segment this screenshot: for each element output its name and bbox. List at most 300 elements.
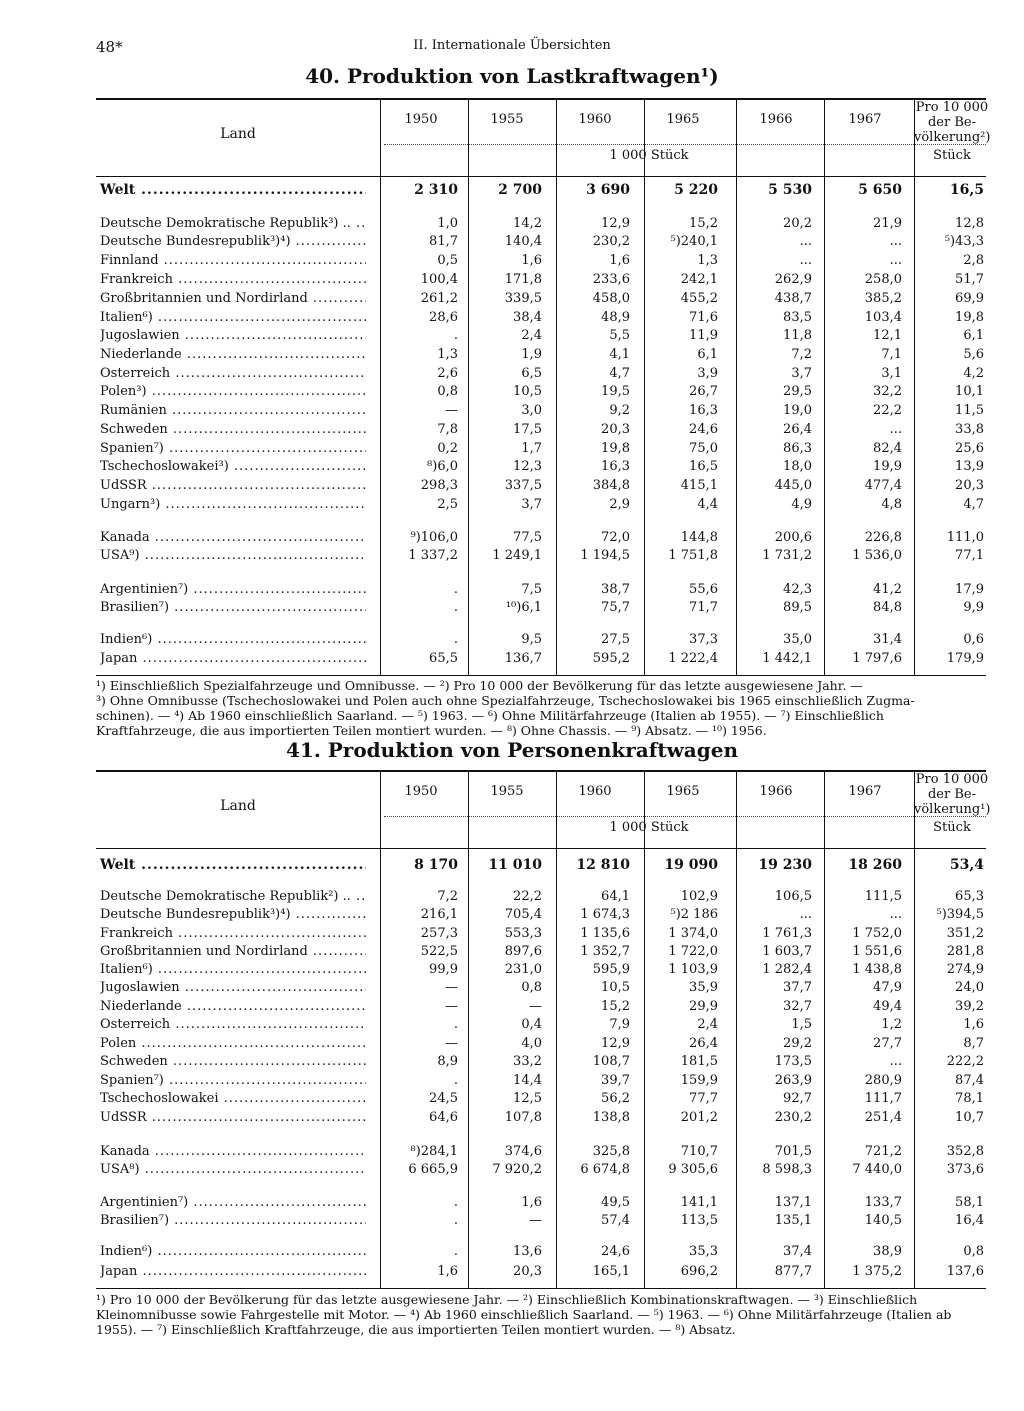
table-cell: 58,1 [955, 1195, 984, 1210]
table-cell: 69,9 [955, 291, 984, 306]
table-cell: 181,5 [680, 1054, 718, 1069]
row-label: UdSSR ..... [100, 478, 366, 493]
table-cell: 352,8 [946, 1144, 984, 1159]
table-cell: 0,6 [963, 632, 984, 647]
table-cell: 137,1 [774, 1195, 812, 1210]
column-header-year: 1965 [666, 112, 700, 127]
table-cell: 37,4 [783, 1244, 812, 1259]
table-cell: 1 135,6 [580, 926, 630, 941]
row-label: Österreich ..... [100, 1017, 366, 1032]
table-cell: 1 194,5 [580, 548, 630, 563]
table-row [96, 253, 986, 272]
table-cell: 12,1 [873, 328, 902, 343]
table-cell: 35,9 [689, 980, 718, 995]
table-cell: 0,8 [437, 384, 458, 399]
table-row [96, 651, 986, 670]
table-cell: 595,9 [592, 962, 630, 977]
column-header-per-capita: der Be- [927, 115, 976, 130]
table-cell: 28,6 [429, 310, 458, 325]
table-cell: 7,1 [881, 347, 902, 362]
table-cell: 4,9 [791, 497, 812, 512]
table-cell: 29,5 [783, 384, 812, 399]
table-cell: 135,1 [774, 1213, 812, 1228]
table-cell: 458,0 [592, 291, 630, 306]
table-cell: 1 751,8 [668, 548, 718, 563]
table-row [96, 1017, 986, 1036]
table-cell: 701,5 [774, 1144, 812, 1159]
table-cell: 9,9 [963, 600, 984, 615]
table-cell: 41,2 [873, 582, 902, 597]
row-label: Niederlande ..... [100, 347, 366, 362]
table-cell: 108,7 [592, 1054, 630, 1069]
table-cell: 27,5 [601, 632, 630, 647]
table-cell: 6,1 [963, 328, 984, 343]
table-cell: 10,5 [601, 980, 630, 995]
table-cell: 10,7 [955, 1110, 984, 1125]
row-label: USA⁹) ..... [100, 548, 366, 563]
row-label: Deutsche Demokratische Republik³) .. ..... [100, 216, 366, 231]
table-cell: ⁸)284,1 [410, 1144, 458, 1159]
table-cell: 1,2 [881, 1017, 902, 1032]
footnote-line: Kleinomnibusse sowie Fahrgestelle mit Motor. — ⁴) Ab 1960 einschließlich Saarland. — ⁵) 1963. — ⁶) Ohne Militärfahrzeuge (Italien ab [96, 1307, 952, 1322]
row-label: Argentinien⁷) ..... [100, 582, 366, 597]
column-header-year: 1960 [578, 112, 612, 127]
row-label: Italien⁶) ..... [100, 310, 366, 325]
table-cell: 231,0 [504, 962, 542, 977]
column-header-year: 1966 [759, 784, 793, 799]
table-cell: 7 440,0 [852, 1162, 902, 1177]
table-cell: 1,6 [521, 1195, 542, 1210]
row-label: Kanada ..... [100, 530, 366, 545]
table-cell: 233,6 [592, 272, 630, 287]
row-label: Deutsche Demokratische Republik²) .. ..... [100, 889, 366, 904]
table-cell: 1,0 [437, 216, 458, 231]
column-header-per-capita: völkerung¹) [914, 802, 991, 817]
table-row [96, 1073, 986, 1092]
table-row [96, 1110, 986, 1129]
table-cell: 81,7 [429, 234, 458, 249]
row-label: Ungarn³) ..... [100, 497, 366, 512]
column-header-year: 1955 [490, 112, 524, 127]
unit-main: 1 000 Stück [609, 820, 689, 835]
table-cell: 11,5 [955, 403, 984, 418]
row-label: Finnland ..... [100, 253, 366, 268]
table-cell: 2,4 [521, 328, 542, 343]
column-header-year: 1967 [848, 112, 882, 127]
row-label: Frankreich ..... [100, 272, 366, 287]
table-cell: 339,5 [504, 291, 542, 306]
table-cell: 1 674,3 [580, 907, 630, 922]
table-cell: 19,8 [955, 310, 984, 325]
table-cell: 12,9 [601, 1036, 630, 1051]
table-cell: 1,6 [437, 1264, 458, 1279]
table-cell: 26,4 [689, 1036, 718, 1051]
table-row [96, 328, 986, 347]
table-cell: 24,6 [689, 422, 718, 437]
table-row [96, 459, 986, 478]
table-cell: 696,2 [680, 1264, 718, 1279]
unit-per-capita: Stück [933, 820, 971, 835]
table-cell: 77,1 [955, 548, 984, 563]
table-cell: 35,3 [689, 1244, 718, 1259]
table-cell: 65,3 [955, 889, 984, 904]
table-cell: 384,8 [592, 478, 630, 493]
table-cell: . [453, 1195, 458, 1210]
table-cell: 141,1 [680, 1195, 718, 1210]
table-cell: 171,8 [504, 272, 542, 287]
row-label: Schweden ..... [100, 1054, 366, 1069]
table-cell: 39,2 [955, 999, 984, 1014]
table-cell: 32,2 [873, 384, 902, 399]
table-cell: 1,6 [963, 1017, 984, 1032]
table-cell: 1 375,2 [852, 1264, 902, 1279]
column-header-year: 1965 [666, 784, 700, 799]
table-row [96, 1195, 986, 1214]
table-cell: 12,9 [601, 216, 630, 231]
table-cell: 113,5 [680, 1213, 718, 1228]
table-cell: 251,4 [864, 1110, 902, 1125]
table-row [96, 234, 986, 253]
running-head: II. Internationale Übersichten [413, 38, 611, 53]
table-cell: 8 598,3 [762, 1162, 812, 1177]
table-row [96, 1213, 986, 1232]
table-cell: 13,6 [513, 1244, 542, 1259]
table-cell: 140,4 [504, 234, 542, 249]
table-cell: 1 797,6 [852, 651, 902, 666]
table-cell: — [445, 403, 458, 418]
table-cell: 14,2 [513, 216, 542, 231]
table-cell: 136,7 [504, 651, 542, 666]
table-cell: ⁵)43,3 [944, 234, 984, 249]
table-cell: 3,7 [521, 497, 542, 512]
row-label: Deutsche Bundesrepublik³)⁴) ..... [100, 234, 366, 249]
table-cell: 8,9 [437, 1054, 458, 1069]
table-cell: 242,1 [680, 272, 718, 287]
table-row [96, 347, 986, 366]
row-label: Großbritannien und Nordirland ..... [100, 291, 366, 306]
table-cell: 53,4 [949, 857, 984, 873]
table-row [96, 422, 986, 441]
footnote-line: ¹) Einschließlich Spezialfahrzeuge und Omnibusse. — ²) Pro 10 000 der Bevölkerung für das letzte ausgewiesene Jahr. — [96, 678, 863, 693]
footnote-line: 1955). — ⁷) Einschließlich Kraftfahrzeuge, die aus importierten Teilen montiert wurden. — ⁸) Absatz. [96, 1322, 736, 1337]
table-cell: 0,8 [521, 980, 542, 995]
table-cell: 6,1 [697, 347, 718, 362]
table-cell: 705,4 [504, 907, 542, 922]
table-cell: 19,9 [873, 459, 902, 474]
table-row [96, 478, 986, 497]
table-cell: 100,4 [420, 272, 458, 287]
table-cell: 72,0 [601, 530, 630, 545]
row-label: UdSSR ..... [100, 1110, 366, 1125]
table-row [96, 857, 986, 876]
row-label: Brasilien⁷) ..... [100, 600, 366, 615]
table-cell: 7,2 [791, 347, 812, 362]
row-label: Indien⁶) ..... [100, 1244, 366, 1259]
table-cell: 27,7 [873, 1036, 902, 1051]
row-label: Schweden ..... [100, 422, 366, 437]
table-cell: 51,7 [955, 272, 984, 287]
table-cell: 262,9 [774, 272, 812, 287]
table-cell: 230,2 [774, 1110, 812, 1125]
table-cell: 24,5 [429, 1091, 458, 1106]
table-cell: 0,4 [521, 1017, 542, 1032]
table-row [96, 1054, 986, 1073]
table-cell: 24,0 [955, 980, 984, 995]
table-41-title: 41. Produktion von Personenkraftwagen [286, 738, 738, 762]
column-header-land: Land [220, 126, 256, 142]
table-row [96, 366, 986, 385]
column-header-land: Land [220, 798, 256, 814]
row-label: Japan ..... [100, 651, 366, 666]
row-label: Niederlande ..... [100, 999, 366, 1014]
table-cell: 86,3 [783, 441, 812, 456]
table-cell: 21,9 [873, 216, 902, 231]
table-cell: 138,8 [592, 1110, 630, 1125]
table-cell: 144,8 [680, 530, 718, 545]
table-cell: 261,2 [420, 291, 458, 306]
table-cell: 64,1 [601, 889, 630, 904]
row-label: Argentinien⁷) ..... [100, 1195, 366, 1210]
table-cell: 140,5 [864, 1213, 902, 1228]
table-cell: 33,8 [955, 422, 984, 437]
table-top-rule [96, 98, 986, 100]
table-cell: 1 722,0 [668, 944, 718, 959]
table-cell: — [445, 1036, 458, 1051]
table-cell: ... [889, 1054, 902, 1069]
column-header-per-capita: völkerung²) [914, 130, 991, 145]
table-cell: 38,4 [513, 310, 542, 325]
column-header-year: 1966 [759, 112, 793, 127]
table-cell: 7,2 [437, 889, 458, 904]
table-cell: 33,2 [513, 1054, 542, 1069]
table-cell: 111,7 [864, 1091, 902, 1106]
footnote-line: Kraftfahrzeuge, die aus importierten Teilen montiert wurden. — ⁸) Ohne Chassis. — ⁹) Absatz. — ¹⁰) 1956. [96, 723, 767, 738]
table-cell: 7,5 [521, 582, 542, 597]
table-cell: 78,1 [955, 1091, 984, 1106]
table-cell: 71,7 [689, 600, 718, 615]
table-cell: 11,8 [783, 328, 812, 343]
table-cell: 477,4 [864, 478, 902, 493]
column-header-per-capita: Pro 10 000 [915, 100, 989, 115]
table-row [96, 548, 986, 567]
table-cell: 99,9 [429, 962, 458, 977]
table-cell: 455,2 [680, 291, 718, 306]
table-cell: 64,6 [429, 1110, 458, 1125]
table-cell: 0,5 [437, 253, 458, 268]
table-cell: 77,5 [513, 530, 542, 545]
table-cell: 325,8 [592, 1144, 630, 1159]
table-cell: 1 752,0 [852, 926, 902, 941]
table-cell: 257,3 [420, 926, 458, 941]
table-cell: 4,7 [963, 497, 984, 512]
table-cell: 10,5 [513, 384, 542, 399]
table-row [96, 907, 986, 926]
table-cell: 102,9 [680, 889, 718, 904]
table-cell: 38,7 [601, 582, 630, 597]
table-cell: 6 674,8 [580, 1162, 630, 1177]
table-row [96, 497, 986, 516]
table-cell: 3,0 [521, 403, 542, 418]
table-cell: 16,5 [689, 459, 718, 474]
table-cell: 38,9 [873, 1244, 902, 1259]
table-cell: . [453, 582, 458, 597]
column-header-year: 1967 [848, 784, 882, 799]
table-cell: 1,6 [521, 253, 542, 268]
table-cell: 47,9 [873, 980, 902, 995]
row-label: Österreich ..... [100, 366, 366, 381]
table-cell: 19,5 [601, 384, 630, 399]
table-row [96, 272, 986, 291]
table-cell: 374,6 [504, 1144, 542, 1159]
row-label: Jugoslawien ..... [100, 328, 366, 343]
table-top-rule [96, 770, 986, 772]
table-cell: ... [889, 422, 902, 437]
table-cell: 37,3 [689, 632, 718, 647]
table-cell: 11,9 [689, 328, 718, 343]
row-label: USA⁸) ..... [100, 1162, 366, 1177]
table-cell: 137,6 [946, 1264, 984, 1279]
table-cell: 4,1 [609, 347, 630, 362]
table-cell: 1 761,3 [762, 926, 812, 941]
table-cell: ⁸)6,0 [427, 459, 458, 474]
table-cell: 274,9 [946, 962, 984, 977]
table-cell: 258,0 [864, 272, 902, 287]
table-cell: 37,7 [783, 980, 812, 995]
row-label: Spanien⁷) ..... [100, 1073, 366, 1088]
table-cell: 103,4 [864, 310, 902, 325]
table-cell: 1,3 [437, 347, 458, 362]
table-cell: . [453, 1213, 458, 1228]
table-row [96, 310, 986, 329]
table-cell: 12,3 [513, 459, 542, 474]
table-cell: 26,7 [689, 384, 718, 399]
table-cell: 14,4 [513, 1073, 542, 1088]
table-bottom-rule [96, 1288, 986, 1289]
table-cell: 12 810 [576, 857, 630, 873]
table-cell: 17,5 [513, 422, 542, 437]
table-cell: 201,2 [680, 1110, 718, 1125]
table-cell: 75,0 [689, 441, 718, 456]
row-label: Kanada ..... [100, 1144, 366, 1159]
table-cell: 2 310 [414, 182, 458, 198]
table-row [96, 980, 986, 999]
table-cell: 49,5 [601, 1195, 630, 1210]
table-cell: 1,6 [609, 253, 630, 268]
table-row [96, 384, 986, 403]
table-cell: 26,4 [783, 422, 812, 437]
table-cell: — [529, 999, 542, 1014]
unit-per-capita: Stück [933, 148, 971, 163]
table-cell: 3,7 [791, 366, 812, 381]
table-cell: 1,9 [521, 347, 542, 362]
table-cell: 29,9 [689, 999, 718, 1014]
table-cell: ... [889, 907, 902, 922]
table-cell: 49,4 [873, 999, 902, 1014]
table-row [96, 889, 986, 908]
table-cell: 32,7 [783, 999, 812, 1014]
table-cell: 1 249,1 [492, 548, 542, 563]
row-label: Deutsche Bundesrepublik³)⁴) ..... [100, 907, 366, 922]
table-cell: . [453, 600, 458, 615]
table-cell: 7,8 [437, 422, 458, 437]
table-cell: ⁵)240,1 [670, 234, 718, 249]
table-cell: 280,9 [864, 1073, 902, 1088]
table-cell: 1,3 [697, 253, 718, 268]
table-cell: 55,6 [689, 582, 718, 597]
table-cell: 9 305,6 [668, 1162, 718, 1177]
table-cell: 222,2 [946, 1054, 984, 1069]
table-cell: . [453, 1017, 458, 1032]
table-cell: 12,5 [513, 1091, 542, 1106]
table-cell: ⁵)2 186 [670, 907, 718, 922]
footnote-line: ¹) Pro 10 000 der Bevölkerung für das letzte ausgewiesene Jahr. — ²) Einschließlich Kombinationskraftwagen. — ³) Einschließlich [96, 1292, 918, 1307]
table-cell: 25,6 [955, 441, 984, 456]
table-cell: 445,0 [774, 478, 812, 493]
table-cell: 0,2 [437, 441, 458, 456]
table-row [96, 403, 986, 422]
table-row [96, 999, 986, 1018]
row-label: Brasilien⁷) ..... [100, 1213, 366, 1228]
table-bottom-rule [96, 675, 986, 676]
table-cell: 5,6 [963, 347, 984, 362]
table-cell: 165,1 [592, 1264, 630, 1279]
table-cell: 39,7 [601, 1073, 630, 1088]
table-cell: 42,3 [783, 582, 812, 597]
table-cell: 35,0 [783, 632, 812, 647]
table-row [96, 1264, 986, 1283]
table-cell: ⁹)106,0 [410, 530, 458, 545]
table-40-title: 40. Produktion von Lastkraftwagen¹) [305, 64, 719, 88]
table-cell: 7,9 [609, 1017, 630, 1032]
table-cell: ... [889, 234, 902, 249]
table-cell: 57,4 [601, 1213, 630, 1228]
table-cell: 553,3 [504, 926, 542, 941]
row-label: Rumänien ..... [100, 403, 366, 418]
row-label: Polen ..... [100, 1036, 366, 1051]
table-cell: 56,2 [601, 1091, 630, 1106]
table-row [96, 582, 986, 601]
row-label: Spanien⁷) ..... [100, 441, 366, 456]
table-cell: 22,2 [873, 403, 902, 418]
row-label: Indien⁶) ..... [100, 632, 366, 647]
table-cell: 8,7 [963, 1036, 984, 1051]
table-cell: 3 690 [586, 182, 630, 198]
table-cell: 2,5 [437, 497, 458, 512]
table-cell: ¹⁰)6,1 [505, 600, 542, 615]
table-cell: ... [799, 234, 812, 249]
table-cell: 15,2 [689, 216, 718, 231]
table-cell: 19 090 [664, 857, 718, 873]
table-cell: 1 337,2 [408, 548, 458, 563]
table-cell: 5 530 [768, 182, 812, 198]
row-label: Tschechoslowakei ..... [100, 1091, 366, 1106]
table-40-footnotes [96, 678, 986, 738]
table-cell: 351,2 [946, 926, 984, 941]
table-cell: — [445, 999, 458, 1014]
table-cell: 82,4 [873, 441, 902, 456]
table-cell: 897,6 [504, 944, 542, 959]
table-row [96, 1091, 986, 1110]
table-row [96, 291, 986, 310]
column-header-per-capita: der Be- [927, 787, 976, 802]
table-cell: 281,8 [946, 944, 984, 959]
table-cell: 22,2 [513, 889, 542, 904]
table-cell: 1 438,8 [852, 962, 902, 977]
table-cell: 18,0 [783, 459, 812, 474]
row-label: Italien⁶) ..... [100, 962, 366, 977]
table-cell: 5 220 [674, 182, 718, 198]
table-cell: 1 731,2 [762, 548, 812, 563]
